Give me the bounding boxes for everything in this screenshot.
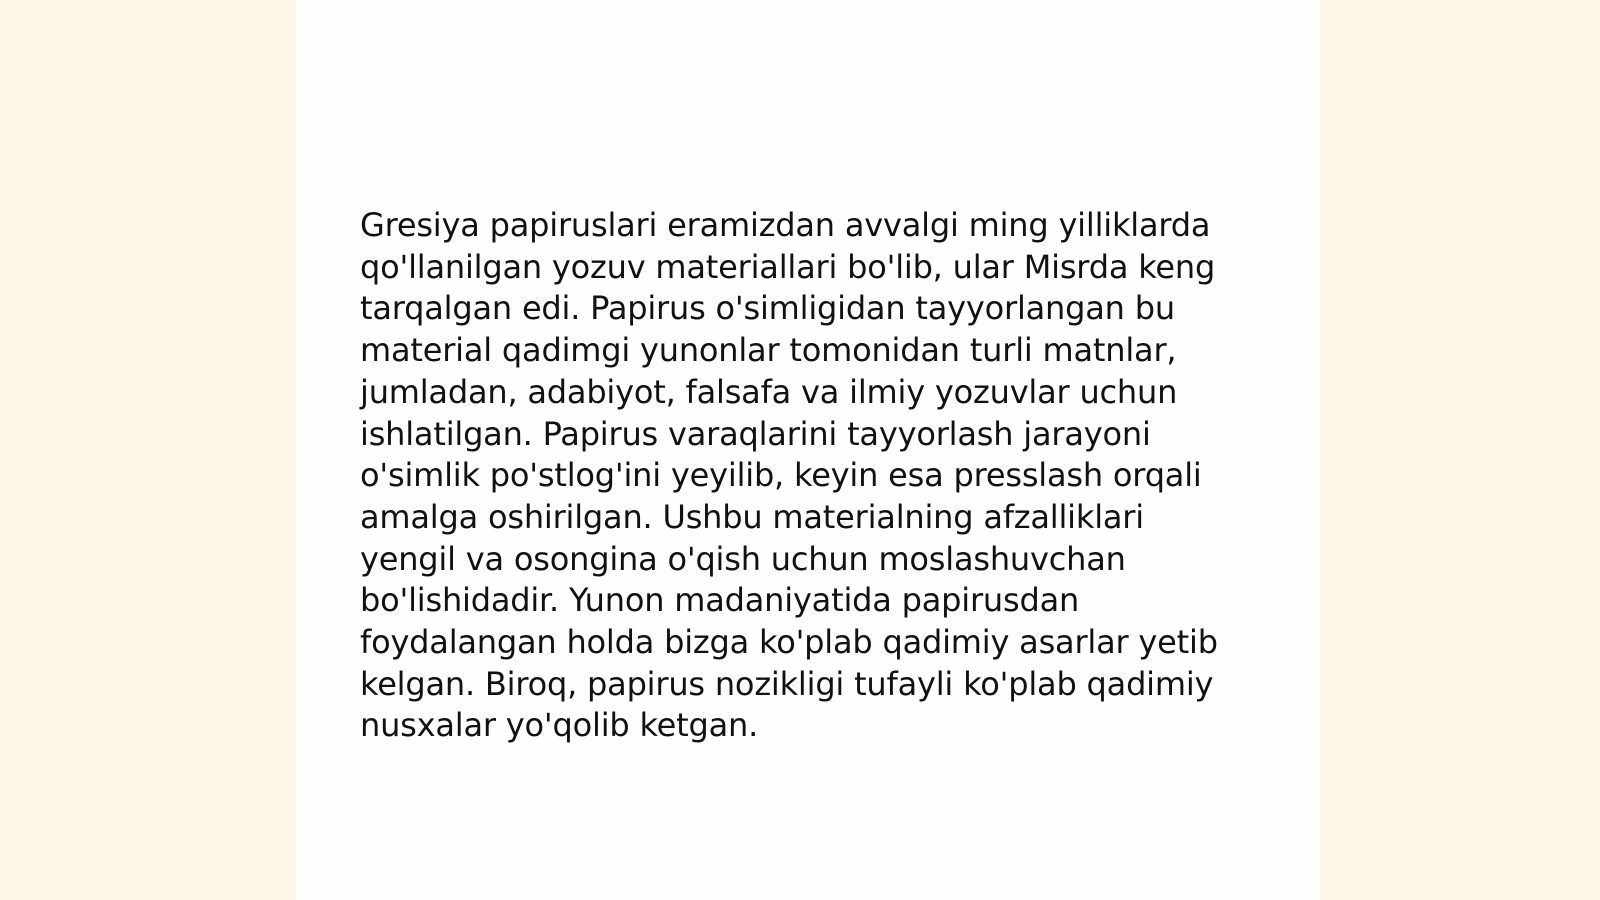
document-page — [296, 0, 1320, 900]
paragraph-line: ishlatilgan. Papirus varaqlarini tayyorlash jarayoni — [360, 414, 1151, 453]
paragraph-line: o'simlik po'stlog'ini yeyilib, keyin esa presslash orqali — [360, 456, 1202, 495]
paragraph-line: nusxalar yo'qolib ketgan. — [360, 706, 759, 745]
paragraph-line: jumladan, adabiyot, falsafa va ilmiy yozuvlar uchun — [360, 372, 1178, 411]
paragraph-line: kelgan. Biroq, papirus nozikligi tufayli ko'plab qadimiy — [360, 664, 1214, 703]
paragraph-line: material qadimgi yunonlar tomonidan turli matnlar, — [360, 331, 1177, 370]
paragraph-line: bo'lishidadir. Yunon madaniyatida papirusdan — [360, 581, 1080, 620]
body-paragraph — [360, 205, 1260, 747]
paragraph-line: qo'llanilgan yozuv materiallari bo'lib, ular Misrda keng — [360, 247, 1216, 286]
paragraph-line: Gresiya papiruslari eramizdan avvalgi ming yilliklarda — [360, 206, 1211, 244]
paragraph-line: yengil va osongina o'qish uchun moslashuvchan — [360, 539, 1126, 578]
paragraph-line: foydalangan holda bizga ko'plab qadimiy asarlar yetib — [360, 623, 1218, 662]
paragraph-line: amalga oshirilgan. Ushbu materialning afzalliklari — [360, 497, 1144, 536]
paragraph-line: tarqalgan edi. Papirus o'simligidan tayyorlangan bu — [360, 289, 1175, 328]
